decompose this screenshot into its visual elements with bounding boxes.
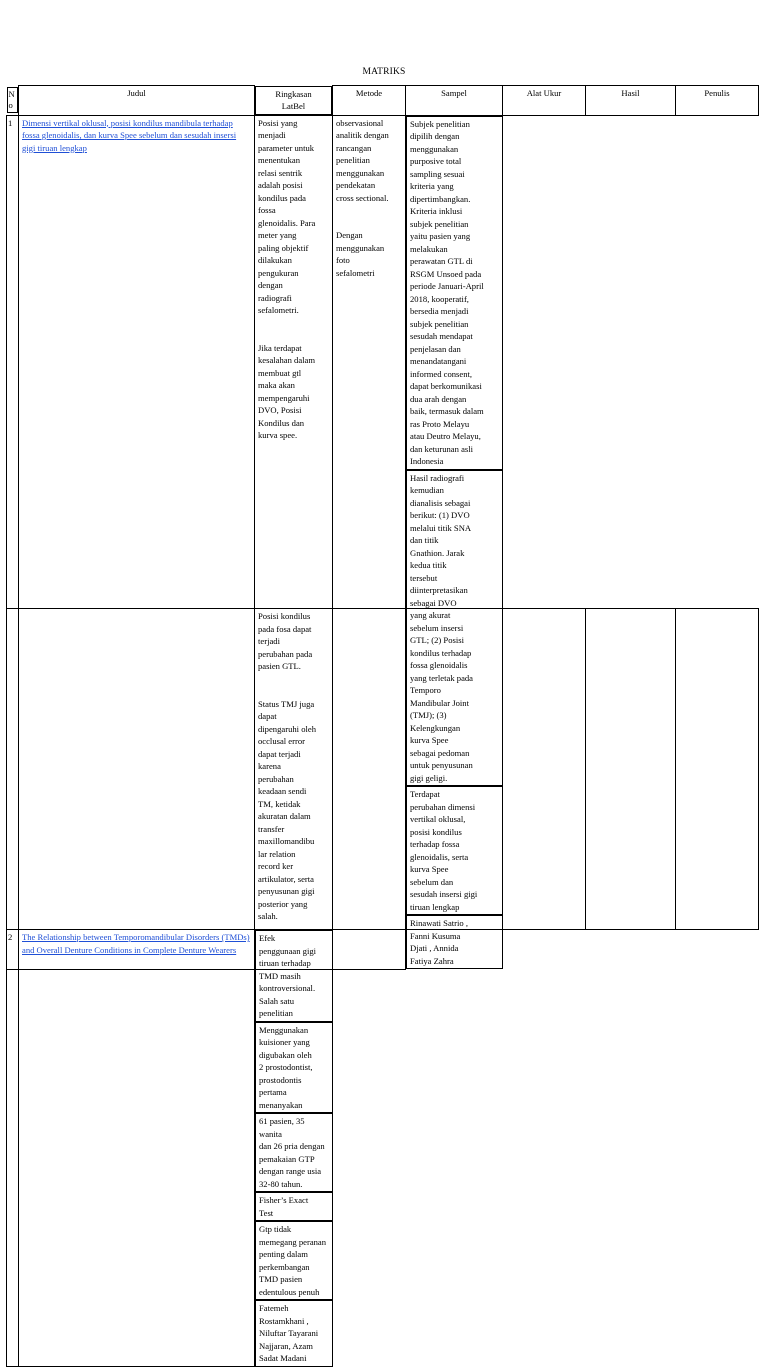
ringkasan-cell: Efek penggunaan gigi tiruan terhadap TMD masih kontroversional. Salah satu penelitian (255, 930, 333, 1022)
penulis-cell: Rinawati Satrio , Fanni Kusuma Djati , Annida Fatiya Zahra (406, 915, 503, 969)
alat-ukur-cell: Fisher’s Exact Test (255, 1192, 333, 1221)
metode-paragraph: Dengan menggunakan foto sefalometri (336, 230, 385, 278)
table-row (7, 609, 759, 930)
ringkasan-paragraph: Status TMJ juga dapat dipengaruhi oleh occlusal error dapat terjadi karena perubahan keadaan sendi TM, ketidak akuratan dalam transfer maxillomandibu lar relation record ker artikulator, serta penyusunan gigi posterior yang salah. (258, 698, 316, 921)
hasil-cell (586, 609, 676, 930)
judul-cell (19, 609, 255, 930)
header-sampel: Sampel (406, 86, 503, 116)
header-hasil: Hasil (586, 86, 676, 116)
judul-link[interactable]: The Relationship between Temporomandibular Disorders (TMDs) and Overall Denture Conditions in Complete Denture Wearers (22, 932, 250, 955)
row-number: 1 (7, 115, 19, 969)
sampel-cell: Subjek penelitian dipilih dengan menggunakan purposive total sampling sesuai kriteria yang dipertimbangkan. Kriteria inklusi subjek penelitian yaitu pasien yang melakukan perawatan GTL di RSGM Unsoed pada periode Januari-April 2018, kooperatif, bersedia menjadi subjek penelitian sesudah mendapat penjelasan dan menandatangani informed consent, dapat berkomunikasi dua arah dengan baik, termasuk dalam ras Proto Melayu atau Deutro Melayu, dan keturunan asli Indonesia (406, 116, 503, 470)
sampel-cell: 61 pasien, 35 wanita dan 26 pria dengan pemakaian GTP dengan range usia 32-80 tahun. (255, 1113, 333, 1192)
hasil-cell: Terdapat perubahan dimensi vertikal oklusal, posisi kondilus terhadap fossa glenoidalis, serta kurva Spee sebelum dan sesudah insersi gigi tiruan lengkap (406, 786, 503, 915)
alat-ukur-cell (503, 609, 586, 930)
header-no: N o (7, 87, 19, 113)
ringkasan-paragraph: Posisi kondilus pada fosa dapat terjadi perubahan pada pasien GTL. (258, 611, 313, 671)
header-metode: Metode (333, 86, 406, 116)
ringkasan-cell (255, 609, 333, 930)
penulis-cell (676, 609, 759, 930)
metode-paragraph: observasional analitik dengan rancangan penelitian menggunakan pendekatan cross sectional. (336, 117, 389, 203)
table-row (7, 930, 759, 1367)
page-title: MATRIKS (362, 67, 406, 77)
alat-ukur-cell: Hasil radiografi kemudian dianalisis sebagai berikut: (1) DVO melalui titik SNA dan titik Gnathion. Jarak kedua titik tersebut diinterpretasikan sebagai DVO yang akurat sebelum insersi GTL; (2) Posisi kondilus terhadap fossa glenoidalis yang terletak pada Temporo Mandibular Joint (TMJ); (3) Kelengkungan kurva Spee sebagai pedoman untuk penyusunan gigi geligi. (406, 470, 503, 787)
ringkasan-paragraph: Posisi yang menjadi parameter untuk menentukan relasi sentrik adalah posisi kondilus pada fossa glenoidalis. Para meter yang paling objektif dilakukan pengukuran dengan radiografi sefalometri. (258, 117, 316, 315)
hasil-cell: Gtp tidak memegang peranan penting dalam perkembangan TMD pasien edentulous penuh (255, 1221, 333, 1300)
metode-cell (333, 609, 406, 930)
header-alat-ukur: Alat Ukur (503, 86, 586, 116)
ringkasan-paragraph: Jika terdapat kesalahan dalam membuat gtl maka akan mempengaruhi DVO, Posisi Kondilus dan kurva spee. (258, 342, 316, 440)
row-number: 2 (7, 930, 19, 1367)
judul-link[interactable]: Dimensi vertikal oklusal, posisi kondilus mandibula terhadap fossa glenoidalis, dan kurva Spee sebelum dan sesudah insersi gigi tiruan lengkap (22, 117, 237, 153)
matrix-table-page-2 (6, 608, 759, 1367)
header-row (7, 86, 759, 116)
penulis-cell: Fatemeh Rostamkhani , Niluftar Tayarani Najjaran, Azam Sadat Madani (255, 1300, 333, 1367)
judul-cell (19, 930, 255, 1367)
header-ringkasan: Ringkasan LatBel (255, 86, 332, 115)
sampel-cell (406, 609, 503, 930)
header-penulis: Penulis (676, 86, 759, 116)
metode-cell: Menggunakan kuisioner yang digubakan oleh 2 prostodontist, prostodontis pertama menanyakan (255, 1022, 333, 1114)
header-judul: Judul (19, 86, 255, 116)
row-number (7, 609, 19, 930)
